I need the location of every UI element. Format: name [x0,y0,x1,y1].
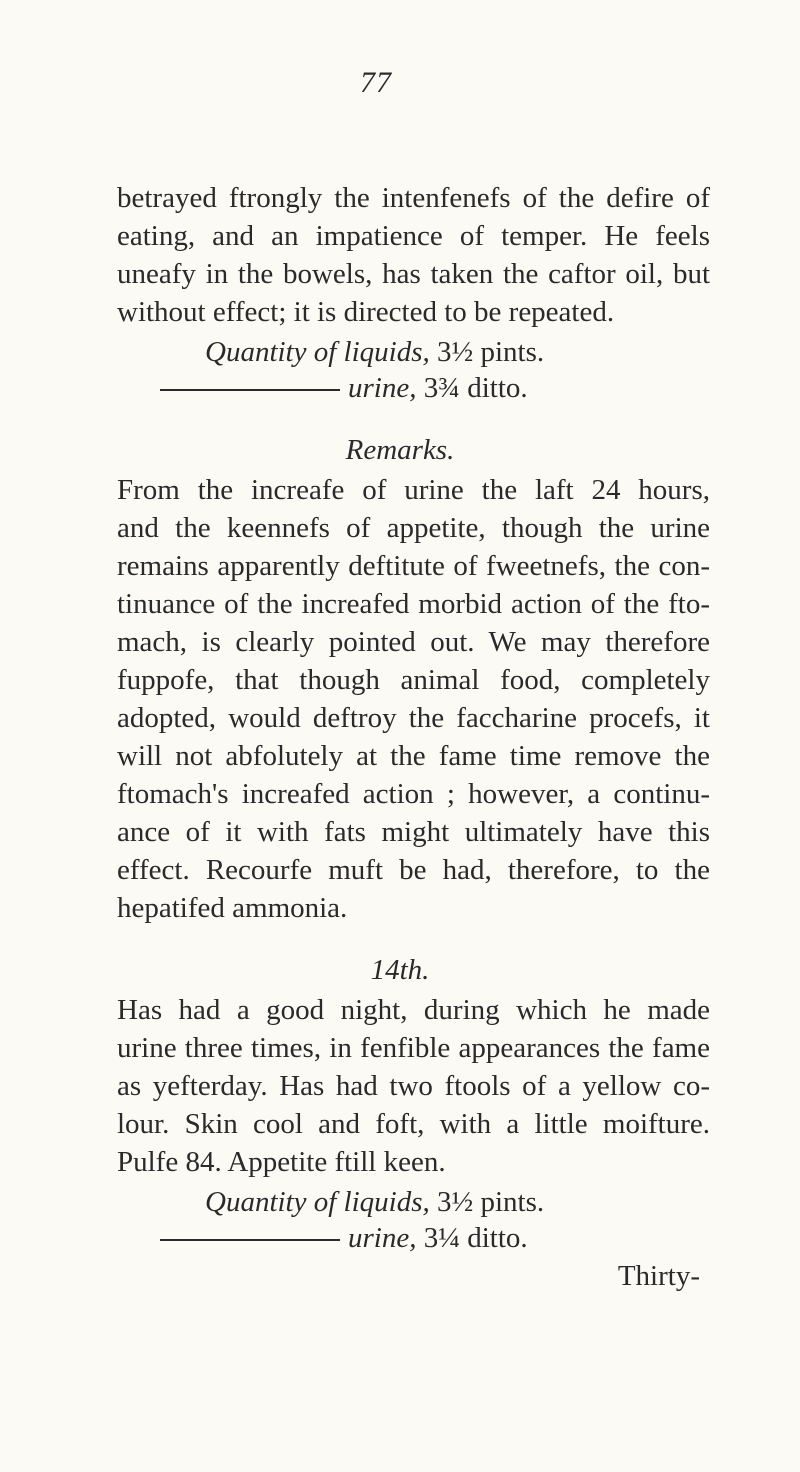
ditto-dash [160,1239,340,1241]
text-line: effect. Recourfe muft be had, therefore, to the [117,854,710,886]
text-line: without effect; it is directed to be repeated. [117,296,615,328]
quantity-value: 3½ pints. [437,1186,545,1218]
text-line: remains apparently deftitute of fweetnefs, the con- [117,550,710,582]
text-line: uneafy in the bowels, has taken the caftor oil, but [117,258,710,290]
text-line: and the keennefs of appetite, though the urine [117,512,710,544]
quantity-liquids-row [205,1184,544,1220]
text-line: ance of it with fats might ultimately have this [117,816,710,848]
quantity-urine-row [160,1220,528,1256]
remarks-heading: Remarks. [345,434,455,466]
text-line: eating, and an impatience of temper. He feels [117,220,710,252]
date-heading: 14th. [370,954,430,986]
text-line: betrayed ftrongly the intenfenefs of the defire of [117,182,710,214]
quantity-value: 3¼ ditto. [423,1222,528,1254]
text-line: From the increafe of urine the laft 24 hours, [117,474,710,506]
text-line: fuppofe, that though animal food, completely [117,664,710,696]
quantity-label: urine, [348,372,417,404]
quantity-label: Quantity of liquids, [205,336,430,368]
quantity-liquids-row [205,334,544,370]
quantity-value: 3¾ ditto. [423,372,528,404]
text-line: hepatifed ammonia. [117,892,348,924]
quantity-label: Quantity of liquids, [205,1186,430,1218]
quantity-value: 3½ pints. [437,336,545,368]
text-line: ftomach's increafed action ; however, a continu- [117,778,710,810]
page-number: 77 [360,66,392,99]
text-line: as yefterday. Has had two ftools of a yellow co- [117,1070,710,1102]
text-line: adopted, would deftroy the faccharine procefs, it [117,702,710,734]
quantity-urine-row [160,370,528,406]
text-line: lour. Skin cool and foft, with a little moifture. [117,1108,710,1140]
ditto-dash [160,389,340,391]
text-line: will not abfolutely at the fame time remove the [117,740,710,772]
text-line: Has had a good night, during which he made [117,994,710,1026]
text-line: mach, is clearly pointed out. We may therefore [117,626,710,658]
catchword: Thirty- [617,1260,700,1292]
text-line: urine three times, in fenfible appearances the fame [117,1032,710,1064]
text-line: Pulfe 84. Appetite ftill keen. [117,1146,446,1178]
quantity-label: urine, [348,1222,417,1254]
text-line: tinuance of the increafed morbid action of the fto- [117,588,710,620]
